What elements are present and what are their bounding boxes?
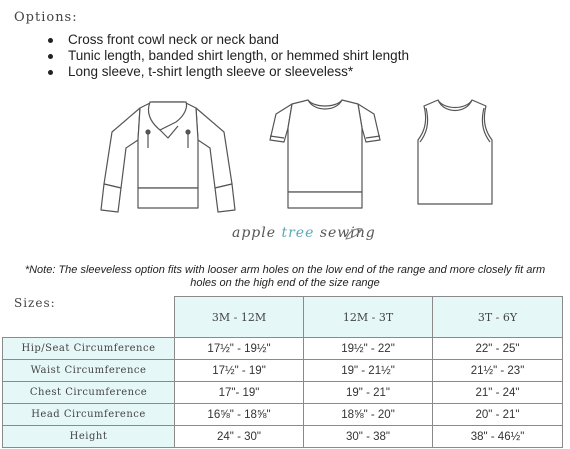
measurement-value: 24" - 30" (175, 426, 304, 448)
measurement-label: Height (3, 426, 175, 448)
logo-word: sewing (314, 225, 376, 241)
t-shirt-illustration (270, 100, 380, 208)
measurement-value: 22" - 25" (433, 338, 563, 360)
sizes-heading: Sizes: (14, 296, 56, 310)
measurement-value: 21½" - 23" (433, 360, 563, 382)
measurement-value: 19" - 21½" (304, 360, 433, 382)
measurement-value: 38" - 46½" (433, 426, 563, 448)
sleeveless-fit-note: *Note: The sleeveless option fits with looser arm holes on the low end of the range and more closely fit arm holes on the high end of the size range (24, 264, 546, 289)
measurement-label: Chest Circumference (3, 382, 175, 404)
measurement-value: 30" - 38" (304, 426, 433, 448)
size-chart-table (2, 296, 563, 448)
measurement-value: 17½" - 19½" (175, 338, 304, 360)
measurement-value: 18⅝" - 20" (304, 404, 433, 426)
sleeveless-tank-illustration (418, 100, 492, 204)
measurement-value: 21" - 24" (433, 382, 563, 404)
size-header-row (3, 297, 563, 338)
option-item: Cross front cowl neck or neck band (46, 32, 409, 48)
table-row (3, 360, 563, 382)
measurement-value: 19" - 21" (304, 382, 433, 404)
size-column-header: 3M - 12M (175, 297, 304, 338)
options-heading: Options: (14, 10, 78, 25)
option-item: Long sleeve, t-shirt length sleeve or sleeveless* (46, 64, 409, 80)
measurement-value: 20" - 21" (433, 404, 563, 426)
measurement-label: Hip/Seat Circumference (3, 338, 175, 360)
size-column-header: 3T - 6Y (433, 297, 563, 338)
size-column-header: 12M - 3T (304, 297, 433, 338)
cowl-neck-shirt-illustration (101, 102, 235, 212)
logo-word: apple (232, 225, 282, 241)
table-row (3, 382, 563, 404)
table-row (3, 338, 563, 360)
measurement-label: Head Circumference (3, 404, 175, 426)
table-row (3, 404, 563, 426)
measurement-label: Waist Circumference (3, 360, 175, 382)
table-row (3, 426, 563, 448)
leaf-icon (345, 227, 363, 241)
option-item: Tunic length, banded shirt length, or hemmed shirt length (46, 48, 409, 64)
measurement-value: 16⅝" - 18⅝" (175, 404, 304, 426)
garment-illustrations (0, 92, 570, 222)
measurement-value: 17½" - 19" (175, 360, 304, 382)
measurement-value: 17"- 19" (175, 382, 304, 404)
measurement-value: 19½" - 22" (304, 338, 433, 360)
options-list (46, 32, 409, 80)
logo-word-accent: tree (281, 225, 315, 241)
